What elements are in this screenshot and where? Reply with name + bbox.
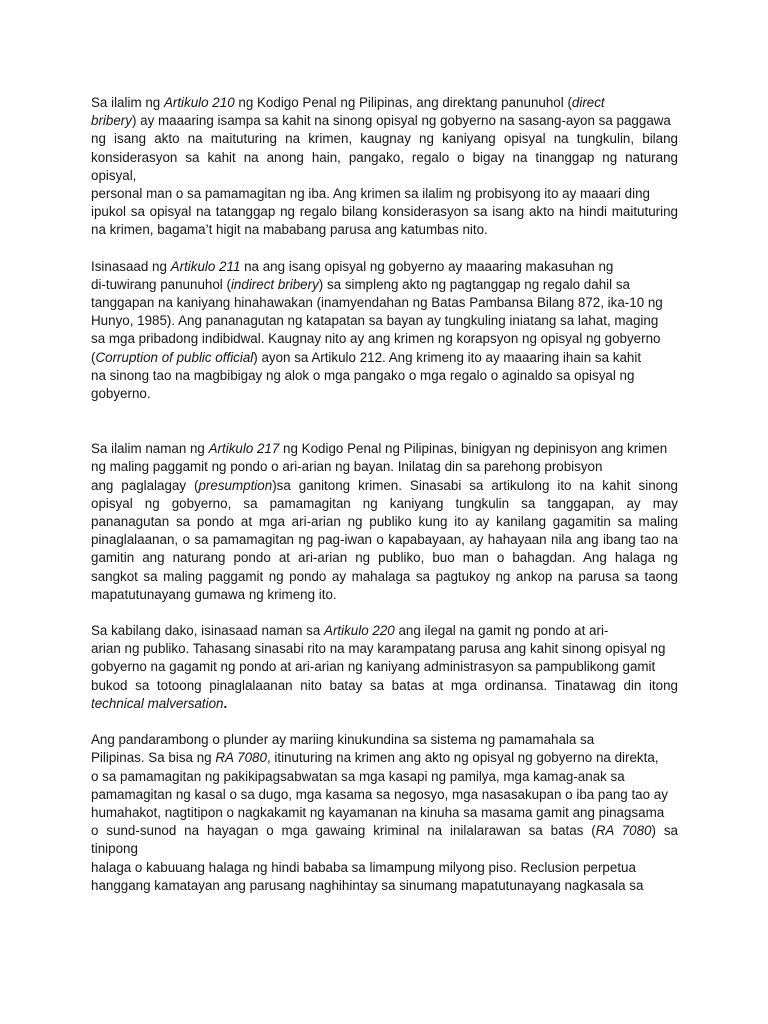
- text-line: pinaglalaanan, o sa pamamagitan ng pag-iwan o kapabayaan, ay hahayaan nila ang ibang tao na: [91, 532, 678, 548]
- text-line: mapatutunayang gumawa ng krimeng ito.: [91, 586, 337, 602]
- text-line: Ang pandarambong o plunder ay mariing kinukundina sa sistema ng pamamahala sa: [91, 732, 595, 748]
- italic-term: Artikulo 220: [324, 623, 395, 639]
- text-line: bukod sa totoong pinaglalaanan nito batay sa batas at mga ordinansa. Tinatawag din itong: [91, 677, 678, 693]
- text-line: opisyal ng gobyerno, sa pamamagitan ng kaniyang tungkulin sa tanggapan, ay may: [91, 495, 678, 511]
- text-line: sangkot sa maling paggamit ng pondo ay mahalaga sa pagtukoy ng ankop na parusa sa taong: [91, 568, 678, 584]
- italic-term: bribery: [91, 113, 132, 129]
- italic-term: Corruption of public official: [95, 349, 254, 365]
- text-line: Pilipinas. Sa bisa ng RA 7080, itinuturing na krimen ang akto ng opisyal ng gobyerno na direkta,: [91, 750, 659, 766]
- text-line: gobyerno.: [91, 386, 151, 402]
- paragraph-artikulo-211: [91, 258, 678, 404]
- text-line: bribery) ay maaaring isampa sa kahit na sinong opisyal ng gobyerno na sasang-ayon sa paggawa: [91, 113, 671, 129]
- text-line: tinipong: [91, 841, 138, 857]
- paragraph-artikulo-220: [91, 622, 678, 713]
- italic-term: RA 7080: [595, 823, 652, 839]
- text-line: arian ng publiko. Tahasang sinasabi rito na may karampatang parusa ang kahit sinong opisyal ng: [91, 641, 666, 657]
- italic-term: Artikulo 217: [208, 441, 280, 457]
- text-line: Sa kabilang dako, isinasaad naman sa Artikulo 220 ang ilegal na gamit ng pondo at ari-: [91, 623, 609, 639]
- text-line: o sa pamamagitan ng pakikipagsabwatan sa mga kasapi ng pamilya, mga kamag-anak sa: [91, 768, 625, 784]
- text-line: pamamagitan ng kasal o sa dugo, mga kasama sa negosyo, mga nasasakupan o iba pang tao ay: [91, 786, 668, 802]
- italic-term: direct: [571, 95, 605, 110]
- text-line: (Corruption of public official) ayon sa Artikulo 212. Ang krimeng ito ay maaaring ihain sa kahit: [91, 349, 642, 365]
- bold-text: .: [223, 695, 228, 711]
- text-line: ang paglalagay (presumption)sa ganitong krimen. Sinasabi sa artikulong ito na kahit sinong: [91, 477, 678, 493]
- text-line: Hunyo, 1985). Ang pananagutan ng katapatan sa bayan ay tungkuling iniatang sa lahat, maging: [91, 313, 659, 329]
- text-line: humahakot, nagtitipon o nagkakamit ng kayamanan na kinuha sa masama gamit ang pinagsama: [91, 804, 665, 820]
- text-line: Sa ilalim naman ng Artikulo 217 ng Kodigo Penal ng Pilipinas, binigyan ng depinisyon ang krimen: [91, 441, 668, 457]
- text-line: o sund-sunod na hayagan o mga gawaing kriminal na inilalarawan sa batas (RA 7080) sa: [91, 823, 678, 839]
- italic-term: presumption: [198, 477, 273, 493]
- text-line: tanggapan na kaniyang hinahawakan (inamyendahan ng Batas Pambansa Bilang 872, ika-10 ng: [91, 295, 663, 311]
- text-line: hanggang kamatayan ang parusang naghihintay sa sinumang mapatutunayang nagkasala sa: [91, 877, 644, 893]
- paragraph-artikulo-217: [91, 440, 678, 604]
- text-line: gobyerno na gagamit ng pondo at ari-arian ng kaniyang administrasyon sa pampublikong gamit: [91, 659, 656, 675]
- text-line: opisyal,: [91, 167, 137, 183]
- text-line: konsiderasyon sa kahit na anong hain, pangako, regalo o bigay na tinanggap ng naturang: [91, 149, 678, 165]
- text-line: na krimen, bagama’t higit na mababang parusa ang katumbas nito.: [91, 222, 488, 238]
- paragraph-artikulo-210: [91, 94, 678, 240]
- text-line: Isinasaad ng Artikulo 211 na ang isang opisyal ng gobyerno ay maaaring makasuhan ng: [91, 258, 614, 274]
- italic-term: Artikulo 211: [170, 258, 241, 274]
- text-line: ng maling paggamit ng pondo o ari-arian ng bayan. Inilatag din sa parehong probisyon: [91, 459, 603, 475]
- text-line: ng isang akto na maituturing na krimen, kaugnay ng kaniyang opisyal na tungkulin, bilang: [91, 131, 678, 147]
- paragraph-plunder: [91, 731, 678, 895]
- text-line: sa mga pribadong indibidwal. Kaugnay nito ay ang krimen ng korapsyon ng opisyal ng gobyerno: [91, 331, 661, 347]
- text-line: halaga o kabuuang halaga ng hindi bababa sa limampung milyong piso. Reclusion perpetua: [91, 859, 636, 875]
- text-line: na sinong tao na magbibigay ng alok o mga pangako o mga regalo o aginaldo sa opisyal ng: [91, 367, 635, 383]
- text-line: gamitin ang naturang pondo at ari-arian ng publiko, buo man o bahagdan. Ang halaga ng: [91, 550, 678, 566]
- text-line: [91, 695, 678, 713]
- text-line: di-tuwirang panunuhol (indirect bribery) sa simpleng akto ng pagtanggap ng regalo dahil sa: [91, 276, 630, 292]
- text-line: Sa ilalim ng Artikulo 210 ng Kodigo Penal ng Pilipinas, ang direktang panunuhol (direct: [91, 95, 605, 110]
- italic-term: RA 7080: [215, 750, 267, 766]
- text-line: pananagutan sa pondo at mga ari-arian ng publiko kung ito ay kanilang gagamitin sa maling: [91, 514, 678, 530]
- text-line: personal man o sa pamamagitan ng iba. Ang krimen sa ilalim ng probisyong ito ay maaari ding: [91, 186, 650, 202]
- italic-term: Artikulo 210: [163, 95, 235, 110]
- italic-term: technical malversation: [91, 695, 224, 711]
- text-line: ipukol sa opisyal na tatanggap ng regalo bilang konsiderasyon sa isang akto na hindi maituturing: [91, 204, 678, 220]
- italic-term: indirect bribery: [230, 276, 319, 292]
